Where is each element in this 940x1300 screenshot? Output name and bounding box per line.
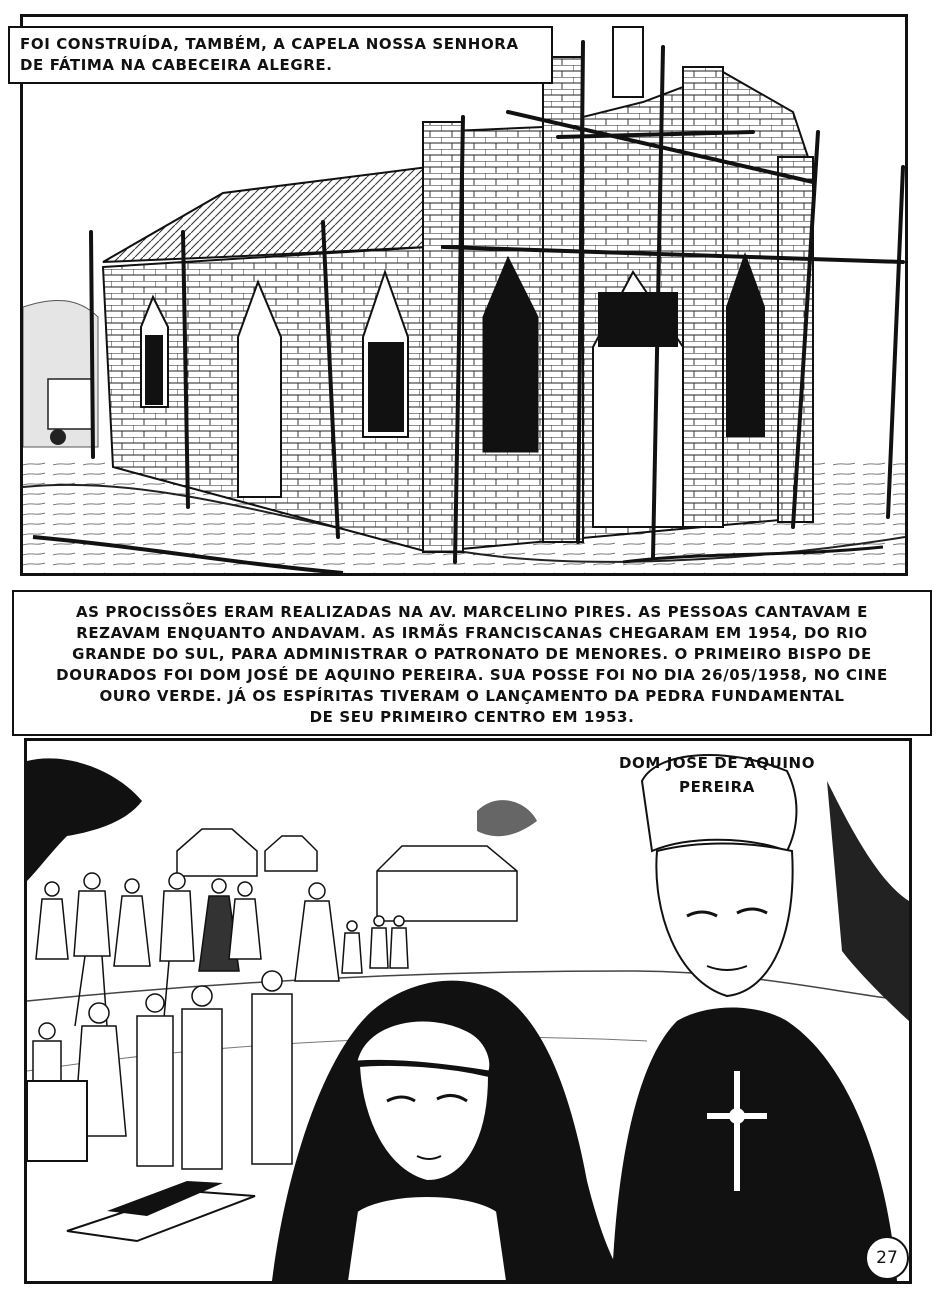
middle-caption-line: GRANDE DO SUL, PARA ADMINISTRAR O PATRONATO DE MENORES. O PRIMEIRO BISPO DE (72, 645, 872, 663)
bishop-name-line: DOM JOSÉ DE AQUINO (618, 754, 816, 772)
top-caption (8, 26, 553, 84)
chapel-illustration (23, 17, 905, 573)
middle-caption-line: AS PROCISSÕES ERAM REALIZADAS NA AV. MARCELINO PIRES. AS PESSOAS CANTAVAM E (75, 603, 869, 621)
panel-chapel (20, 14, 908, 576)
middle-caption (12, 590, 932, 736)
middle-caption-line: DE SEU PRIMEIRO CENTRO EM 1953. (309, 708, 635, 726)
panel-procession (24, 738, 912, 1284)
bishop-name-label (597, 751, 837, 799)
middle-caption-line: DOURADOS FOI DOM JOSÉ DE AQUINO PEREIRA. SUA POSSE FOI NO DIA 26/05/1958, NO CINE (56, 666, 888, 684)
top-caption-line: DE FÁTIMA NA CABECEIRA ALEGRE. (20, 56, 333, 74)
middle-caption-line: REZAVAM ENQUANTO ANDAVAM. AS IRMÃS FRANCISCANAS CHEGARAM EM 1954, DO RIO (76, 624, 868, 642)
procession-illustration (27, 741, 909, 1281)
middle-caption-line: OURO VERDE. JÁ OS ESPÍRITAS TIVERAM O LANÇAMENTO DA PEDRA FUNDAMENTAL (99, 687, 845, 705)
top-caption-line: FOI CONSTRUÍDA, TAMBÉM, A CAPELA NOSSA SENHORA (20, 35, 519, 53)
bishop-name-line: PEREIRA (679, 778, 755, 796)
page-number: 27 (865, 1236, 909, 1280)
